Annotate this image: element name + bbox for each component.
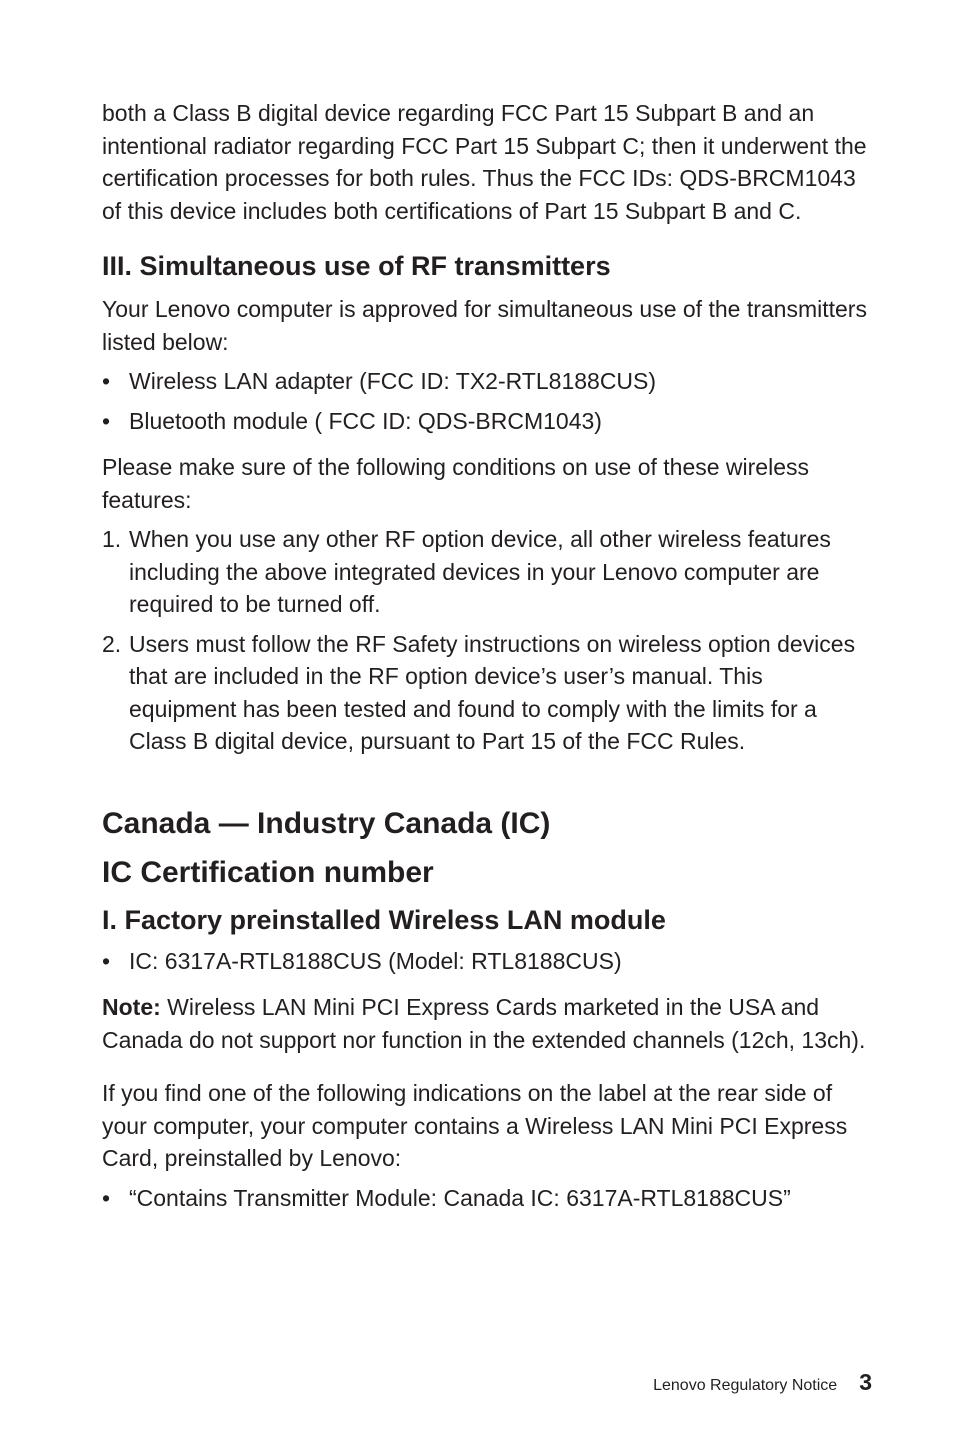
canada-heading: Canada — Industry Canada (IC) bbox=[102, 806, 551, 840]
conditions-list bbox=[102, 523, 872, 758]
label-paragraph: If you find one of the following indications on the label at the rear side of your computer, your computer contains a Wireless LAN Mini PCI Express Card, preinstalled by Lenovo: bbox=[102, 1080, 848, 1171]
list-item: • “Contains Transmitter Module: Canada IC: 6317A-RTL8188CUS” bbox=[102, 1182, 872, 1215]
list-item: • IC: 6317A-RTL8188CUS (Model: RTL8188CUS) bbox=[102, 945, 872, 978]
page-footer bbox=[653, 1369, 872, 1396]
list-number: 1. bbox=[102, 526, 122, 552]
note-label: Note: bbox=[102, 994, 161, 1020]
conditions-intro: Please make sure of the following conditions on use of these wireless features: bbox=[102, 454, 810, 513]
bullet-icon: • bbox=[102, 368, 111, 394]
list-item: • Bluetooth module ( FCC ID: QDS-BRCM1043) bbox=[102, 405, 872, 438]
list-item: 1. When you use any other RF option device, all other wireless features including the above integrated devices in your Lenovo computer are required to be turned off. bbox=[102, 523, 872, 621]
page-number: 3 bbox=[859, 1369, 872, 1395]
ic-list bbox=[102, 945, 872, 978]
intro-paragraph: both a Class B digital device regarding FCC Part 15 Subpart B and an intentional radiator regarding FCC Part 15 Subpart C; then it underwent the certification processes for both rules. Thus the FCC IDs: QDS-BRCM1043 of this device includes both certifications of Part 15 Subpart B and C. bbox=[102, 100, 867, 224]
bullet-icon: • bbox=[102, 1184, 111, 1211]
note-paragraph: Note: Wireless LAN Mini PCI Express Cards marketed in the USA and Canada do not support nor function in the extended channels (12ch, 13ch). bbox=[102, 994, 866, 1053]
label-list bbox=[102, 1182, 872, 1215]
section3-paragraph: Your Lenovo computer is approved for simultaneous use of the transmitters listed below: bbox=[102, 296, 867, 355]
list-item: • Wireless LAN adapter (FCC ID: TX2-RTL8188CUS) bbox=[102, 365, 872, 398]
bullet-icon: • bbox=[102, 947, 111, 974]
factory-wlan-heading: I. Factory preinstalled Wireless LAN module bbox=[102, 904, 666, 935]
footer-title: Lenovo Regulatory Notice bbox=[653, 1377, 838, 1394]
transmitter-list bbox=[102, 365, 872, 437]
list-item: 2. Users must follow the RF Safety instructions on wireless option devices that are included in the RF option device’s user’s manual. This equipment has been tested and found to comply with the limits for a Class B digital device, pursuant to Part 15 of the FCC Rules. bbox=[102, 628, 872, 758]
bullet-icon: • bbox=[102, 407, 111, 434]
ic-cert-heading: IC Certification number bbox=[102, 855, 434, 889]
section3-heading: III. Simultaneous use of RF transmitters bbox=[102, 251, 611, 281]
list-number: 2. bbox=[102, 630, 122, 657]
page-content bbox=[102, 97, 872, 1221]
